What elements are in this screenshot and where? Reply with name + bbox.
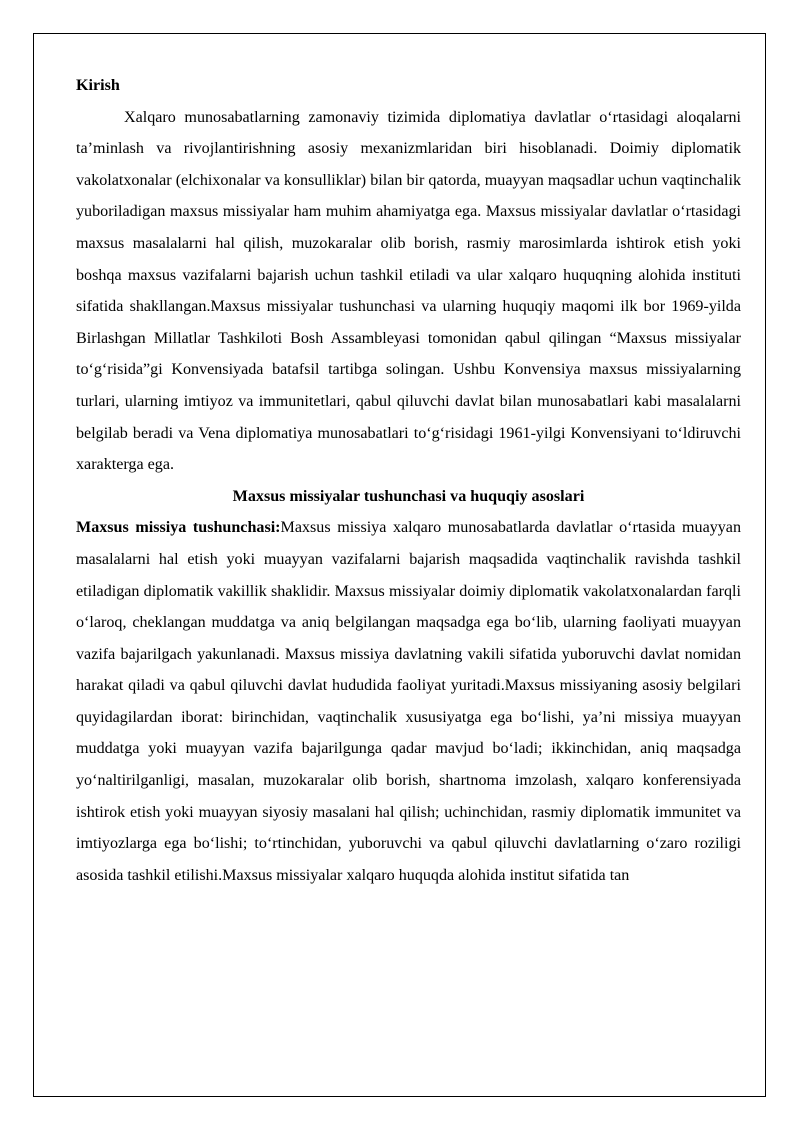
section-heading: Maxsus missiyalar tushunchasi va huquqiy asoslari	[232, 487, 585, 505]
section-paragraph	[76, 512, 741, 891]
document-body	[76, 70, 741, 891]
intro-heading: Kirish	[76, 77, 120, 94]
section-lead-term: Maxsus missiya tushunchasi:	[76, 519, 281, 537]
section-paragraph-text: Maxsus missiya xalqaro munosabatlarda davlatlar o‘rtasida muayyan masalalarni hal etish yoki muayyan vazifalarni bajarish maqsadida vaqtinchalik ravishda tashkil etiladigan diplomatik vakillik shaklidir. Maxsus missiyalar doimiy diplomatik vakolatxonalardan farqli o‘laroq, cheklangan muddatga va aniq belgilangan maqsadga ega bo‘lib, ularning faoliyati muayyan vazifa bajarilgach yakunlanadi. Maxsus missiya davlatning vakili sifatida yuboruvchi davlat nomidan harakat qiladi va qabul qiluvchi davlat hududida faoliyat yuritadi.Maxsus missiyaning asosiy belgilari quyidagilardan iborat: birinchidan, vaqtinchalik xususiyatga ega bo‘lishi, ya’ni missiya muayyan muddatga yoki muayyan vazifa bajarilgunga qadar mavjud bo‘ladi; ikkinchidan, aniq maqsadga yo‘naltirilganligi, masalan, muzokaralar olib borish, shartnoma imzolash, xalqaro konferensiyada ishtirok etish yoki muayyan siyosiy masalani hal qilish; uchinchidan, rasmiy diplomatik immunitet va imtiyozlarga ega bo‘lishi; to‘rtinchidan, yuboruvchi va qabul qiluvchi davlatlarning o‘zaro roziligi asosida tashkil etilishi.Maxsus missiyalar xalqaro huquqda alohida institut sifatida tan	[76, 519, 741, 884]
intro-paragraph: Xalqaro munosabatlarning zamonaviy tizimida diplomatiya davlatlar o‘rtasidagi aloqalarni ta’minlash va rivojlantirishning asosiy mexanizmlaridan biri hisoblanadi. Doimiy diplomatik vakolatxonalar (elchixonalar va konsulliklar) bilan bir qatorda, muayyan maqsadlar uchun vaqtinchalik yuboriladigan maxsus missiyalar ham muhim ahamiyatga ega. Maxsus missiyalar davlatlar o‘rtasidagi maxsus masalalarni hal qilish, muzokaralar olib borish, rasmiy marosimlarda ishtirok etish yoki boshqa maxsus vazifalarni bajarish uchun tashkil etiladi va ular xalqaro huquqning alohida instituti sifatida shakllangan.Maxsus missiyalar tushunchasi va ularning huquqiy maqomi ilk bor 1969-yilda Birlashgan Millatlar Tashkiloti Bosh Assambleyasi tomonidan qabul qilingan “Maxsus missiyalar to‘g‘risida”gi Konvensiyada batafsil tartibga solingan. Ushbu Konvensiya maxsus missiyalarning turlari, ularning imtiyoz va immunitetlari, qabul qiluvchi davlat bilan munosabatlari kabi masalalarni belgilab beradi va Vena diplomatiya munosabatlari to‘g‘risidagi 1961-yilgi Konvensiyani to‘ldiruvchi xarakterga ega.	[76, 108, 741, 474]
